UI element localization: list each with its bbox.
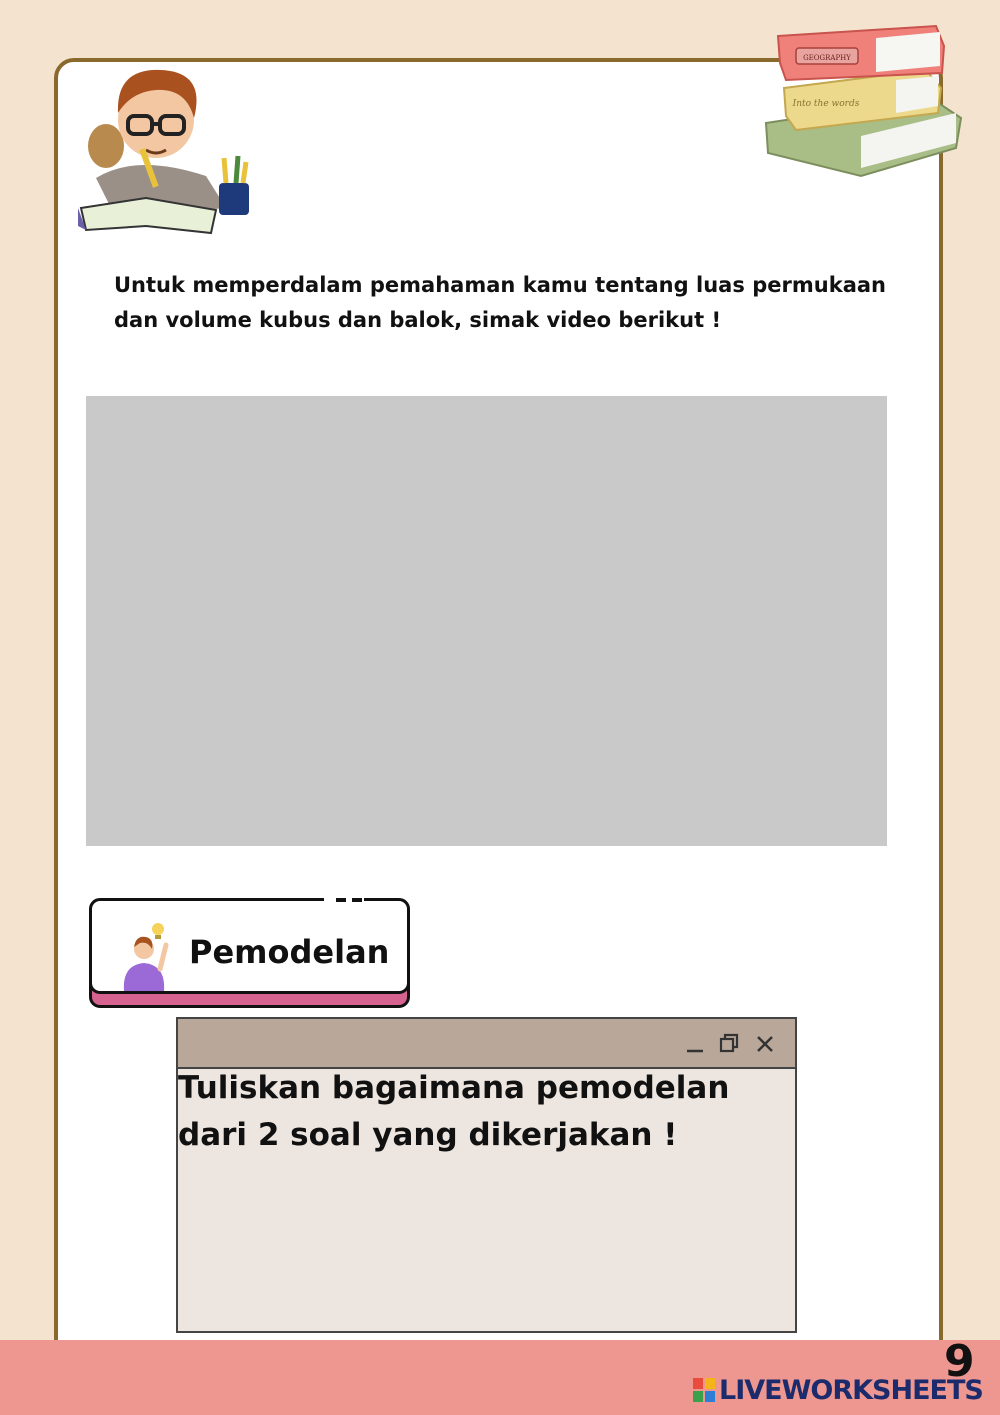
window-titlebar: [178, 1019, 795, 1069]
video-placeholder[interactable]: [86, 396, 887, 846]
thinking-person-icon: [114, 919, 176, 995]
student-writing-illustration: [76, 58, 254, 240]
section-tag-box: [89, 898, 410, 994]
page-number: 9: [944, 1336, 975, 1387]
task-prompt: Tuliskan bagaimana pemodelan dari 2 soal yang dikerjakan !: [178, 1070, 730, 1153]
close-icon[interactable]: [754, 1031, 776, 1055]
liveworksheets-logo-icon: [693, 1378, 715, 1402]
intro-paragraph: Untuk memperdalam pemahaman kamu tentang luas permukaan dan volume kubus dan balok, simak video berikut !: [114, 273, 886, 332]
brand-name: LIVEWORKSHEETS: [719, 1374, 983, 1406]
book-title-words: Into the words: [792, 99, 860, 109]
book-stack-illustration: [756, 18, 966, 183]
book-title-geography: GEOGRAPHY: [803, 54, 851, 62]
restore-icon[interactable]: [718, 1031, 740, 1055]
tag-border-dash: [352, 898, 362, 902]
minimize-icon[interactable]: [684, 1031, 706, 1055]
section-title: Pemodelan: [189, 933, 390, 971]
tag-border-dash: [336, 898, 346, 902]
task-window: [176, 1017, 797, 1333]
liveworksheets-brand[interactable]: [693, 1372, 983, 1408]
section-tag-pemodelan: [89, 898, 410, 1010]
